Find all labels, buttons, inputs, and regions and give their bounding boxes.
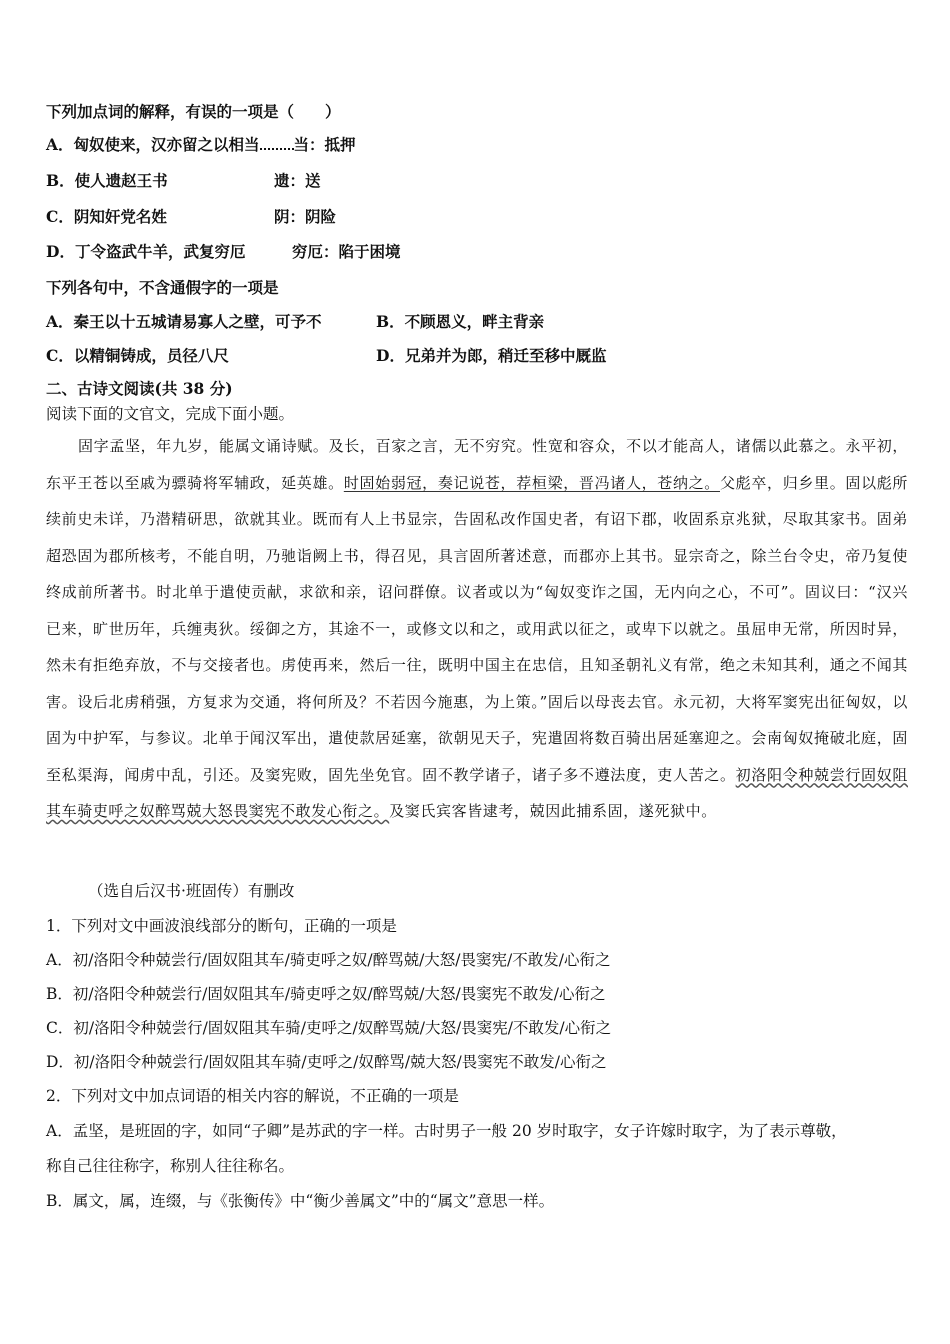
question-stem: 下列加点词的解释，有误的一项是（ ） xyxy=(46,102,341,121)
q1-option-d: D．初/洛阳令种兢尝行/固奴阻其车骑/吏呼之/奴醉骂/兢大怒/畏窦宪不敢发/心衔之 xyxy=(46,1053,607,1071)
section-intro: 阅读下面的文官文，完成下面小题。 xyxy=(46,405,295,423)
option-c-text: C．阴知奸党名姓 xyxy=(46,207,167,226)
option-d-text: D．丁令盗武牛羊，武复穷厄 xyxy=(46,242,246,261)
q2-stem: 2．下列对文中加点词语的相关内容的解说，不正确的一项是 xyxy=(46,1087,459,1105)
passage-wavy: 初洛阳令种兢尝行固奴阻其车骑吏呼之奴醉骂兢大怒畏窦宪不敢发心衔之。 xyxy=(46,765,908,820)
q1-option-a: A．初/洛阳令种兢尝行/固奴阻其车/骑吏呼之奴/醉骂兢/大怒/畏窦宪/不敢发/心衔之 xyxy=(46,951,611,969)
passage xyxy=(46,428,908,830)
option-b-text: B．使人遗赵王书 xyxy=(46,171,168,190)
option-d xyxy=(46,241,401,263)
option-b-text: B．不顾恩义，畔主背亲 xyxy=(376,312,545,331)
option-d-gloss: 穷厄：陷于困境 xyxy=(292,242,401,261)
passage-text-1: 固字孟坚，年九岁，能属文诵诗赋。及长，百家之言，无不穷究。性宽和容众，不以才能高人，诸儒以此慕之。永平初，东平王苍以至戚为骠骑将军辅政，延英雄。 xyxy=(46,437,908,492)
section-title: 二、古诗文阅读(共 38 分) xyxy=(46,379,233,398)
option-a-gloss: 当：抵押 xyxy=(293,135,356,154)
option-row-cd xyxy=(46,345,607,367)
question-stem-2: 下列各句中，不含通假字的一项是 xyxy=(46,278,279,297)
option-a-text: A．匈奴使来，汉亦留之以相当 xyxy=(46,135,260,154)
q1-option-b: B．初/洛阳令种兢尝行/固奴阻其车/骑吏呼之奴/醉骂兢/大怒/畏窦宪不敢发/心衔之 xyxy=(46,985,606,1003)
q2-option-a-line1: A．孟坚，是班固的字，如同“子卿”是苏武的字一样。古时男子一般 20 岁时取字，女子许嫁时取字，为了表示尊敬， xyxy=(46,1122,847,1140)
passage-text-2: 父彪卒，归乡里。固以彪所续前史未详，乃潜精研思，欲就其业。既而有人上书显宗，告固私改作国史者，有诏下郡，收固系京兆狱，尽取其家书。固弟超恐固为郡所核考，不能自明，乃驰诣阙上书，得召见，具言固所著述意，而郡亦上其书。显宗奇之，除兰台令史，帝乃复使终成前所著书。时北单于遣使贡献，求欲和亲，诏问群僚。议者或以为“匈奴变诈之国，无内向之心，不可”。固议曰：“汉兴已来，旷世历年，兵缠夷狄。绥御之方，其途不一，或修文以和之，或用武以征之，或卑下以就之。虽屈申无常，所因时异，然未有拒绝弃放，不与交接者也。虏使再来，然后一往，既明中国主在忠信，且知圣朝礼义有常，绝之未知其利，通之不闻其害。设后北虏稍强，方复求为交通，将何所及？不若因今施惠，为上策。”固后以母丧去官。永元初，大将军窦宪出征匈奴，以固为中护军，与参议。北单于闻汉军出，遣使款居延塞，欲朝见天子，宪遣固将数百骑出居延塞迎之。会南匈奴掩破北庭，固至私渠海，闻虏中乱，引还。及窦宪败，固先坐免官。固不教学诸子，诸子多不遵法度，吏人苦之。 xyxy=(46,473,909,784)
q2-option-b: B．属文，属，连缀，与《张衡传》中“衡少善属文”中的“属文”意思一样。 xyxy=(46,1192,555,1210)
option-b-gloss: 遗：送 xyxy=(274,171,321,190)
option-d-text: D．兄弟并为郎，稍迁至移中厩监 xyxy=(376,346,607,365)
option-c-gloss: 阴：阴险 xyxy=(274,207,337,226)
option-a-text: A．秦王以十五城请易寡人之壁，可予不 xyxy=(46,312,322,331)
q2-option-a-line2: 称自己往往称字，称别人往往称名。 xyxy=(46,1157,295,1175)
option-c-text: C．以精铜铸成，员径八尺 xyxy=(46,346,229,365)
option-row-ab xyxy=(46,311,545,333)
source-note: （选自后汉书·班固传）有删改 xyxy=(88,882,295,900)
option-b xyxy=(46,170,321,192)
option-c xyxy=(46,206,337,228)
q1-stem: 1．下列对文中画波浪线部分的断句，正确的一项是 xyxy=(46,917,397,935)
emphasis-dots xyxy=(260,134,294,150)
option-a xyxy=(46,134,356,156)
q1-option-c: C．初/洛阳令种兢尝行/固奴阻其车骑/吏呼之/奴醉骂兢/大怒/畏窦宪/不敢发/心衔之 xyxy=(46,1019,612,1037)
passage-underlined: 时固始弱冠，奏记说苍，荐桓梁，晋冯诸人，苍纳之。 xyxy=(343,473,720,492)
passage-text-3: 及窦氏宾客皆逮考，兢因此捕系固，遂死狱中。 xyxy=(389,802,717,820)
